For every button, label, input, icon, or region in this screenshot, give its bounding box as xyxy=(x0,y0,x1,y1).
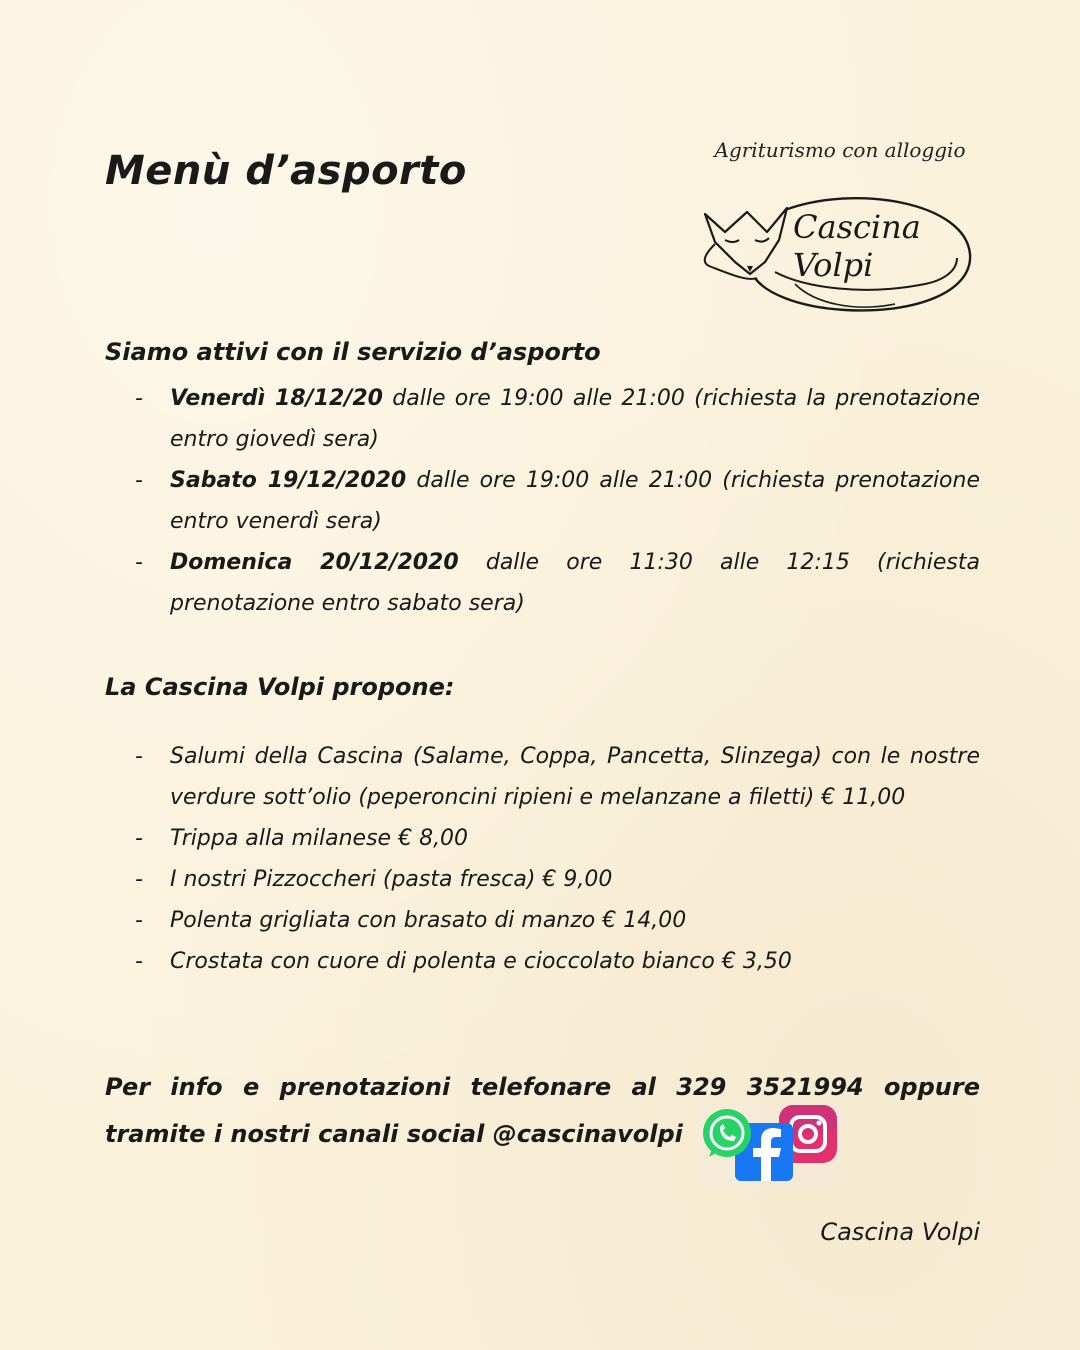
bullet-dash: - xyxy=(135,550,143,575)
bullet-dash: - xyxy=(135,386,143,411)
list-item xyxy=(135,460,980,542)
list-item xyxy=(135,542,980,624)
menu-item-text: Crostata con cuore di polenta e cioccolato bianco € 3,50 xyxy=(170,949,792,974)
schedule-text: dalle ore 19:00 alle 21:00 (richiesta la prenotazione entro giovedì sera) xyxy=(170,386,980,452)
logo-tagline: Agriturismo con alloggio xyxy=(714,138,966,162)
menu-item-text: Polenta grigliata con brasato di manzo € 14,00 xyxy=(170,908,687,933)
menu-item-text: I nostri Pizzoccheri (pasta fresca) € 9,00 xyxy=(170,867,613,892)
list-item xyxy=(135,378,980,460)
list-item xyxy=(135,736,980,818)
bullet-dash: - xyxy=(135,468,143,493)
menu-item-text: Salumi della Cascina (Salame, Coppa, Pancetta, Slinzega) con le nostre verdure sott’olio (peperoncini ripieni e melanzane a filetti) € 11,00 xyxy=(170,744,980,810)
list-item xyxy=(135,900,980,941)
contact-line-2: tramite i nostri canali social @cascinavolpi xyxy=(105,1120,683,1148)
bullet-dash: - xyxy=(135,867,143,892)
schedule-day: Sabato 19/12/2020 xyxy=(170,468,407,493)
list-item xyxy=(135,941,980,982)
bullet-dash: - xyxy=(135,744,143,769)
signature: Cascina Volpi xyxy=(820,1218,980,1246)
menu-item-text: Trippa alla milanese € 8,00 xyxy=(170,826,469,851)
schedule-list xyxy=(135,378,980,624)
contact-line-1: Per info e prenotazioni telefonare al 329 3521994 oppure xyxy=(105,1073,980,1101)
bullet-dash: - xyxy=(135,908,143,933)
logo-name: Cascina Volpi xyxy=(793,208,921,284)
contact-info xyxy=(105,1064,980,1158)
schedule-text: dalle ore 11:30 alle 12:15 (richiesta prenotazione entro sabato sera) xyxy=(170,550,980,616)
bullet-dash: - xyxy=(135,949,143,974)
menu-heading: La Cascina Volpi propone: xyxy=(105,673,455,701)
list-item xyxy=(135,818,980,859)
page-title: Menù d’asporto xyxy=(105,148,467,194)
brand-logo xyxy=(695,130,985,330)
schedule-text: dalle ore 19:00 alle 21:00 (richiesta prenotazione entro venerdì sera) xyxy=(170,468,980,534)
schedule-day: Venerdì 18/12/20 xyxy=(170,386,383,411)
schedule-day: Domenica 20/12/2020 xyxy=(170,550,459,575)
whatsapp-icon[interactable] xyxy=(703,1109,751,1157)
social-icons xyxy=(695,1103,843,1185)
list-item xyxy=(135,859,980,900)
bullet-dash: - xyxy=(135,826,143,851)
menu-list xyxy=(135,736,980,982)
schedule-heading: Siamo attivi con il servizio d’asporto xyxy=(105,338,601,366)
